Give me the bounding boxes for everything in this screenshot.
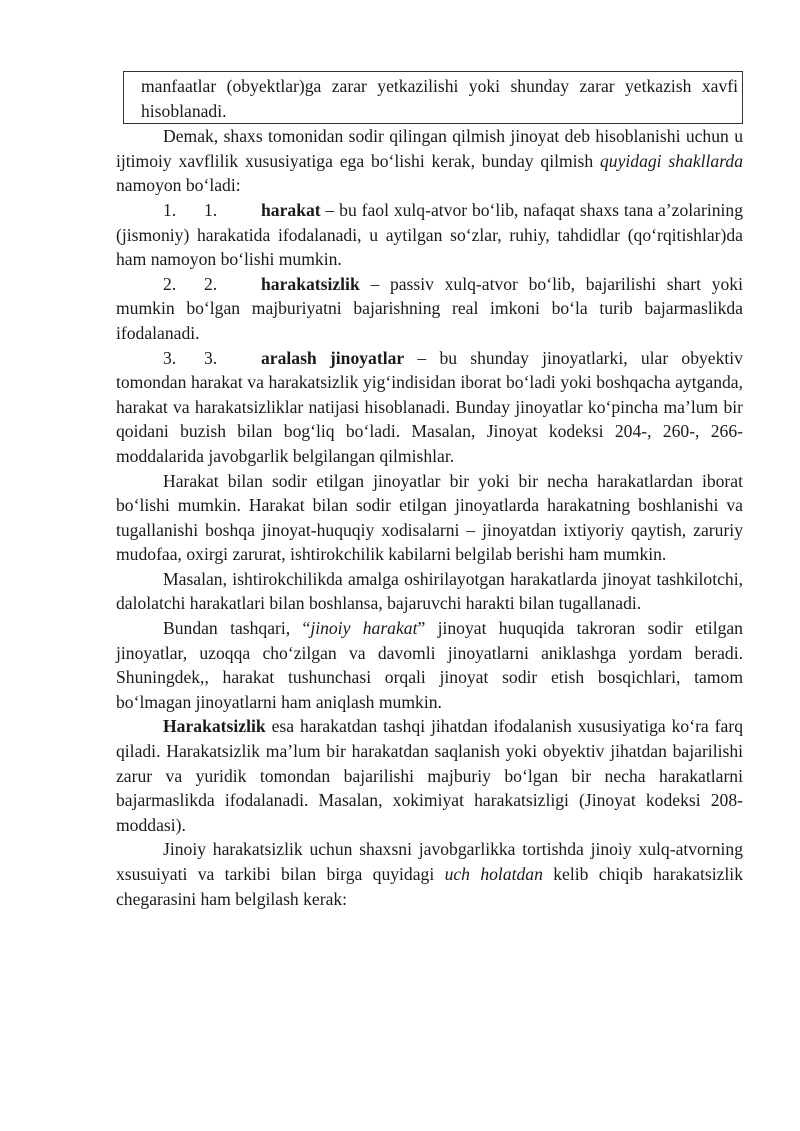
list-term: harakatsizlik — [261, 273, 360, 294]
list-item-1 — [116, 198, 743, 272]
text-run: Jinoiy harakatsizlik uchun shaxsni javobgarlikka tortishda jinoiy xulq-atvorning xsusuiyati va tarkibi bilan birga quyidagi — [116, 839, 743, 884]
list-number: 3. — [163, 347, 177, 368]
list-term: aralash jinoyatlar — [261, 347, 405, 368]
document-body — [116, 71, 743, 911]
text-run: esa harakatdan tashqi jihatdan ifodalanish xususiyatiga koʻra farq qiladi. Harakatsizlik ma’lum bir harakatdan saqlanish yoki obyektiv jihatdan bajarilishi zarur va yuridik tomondan bajarilishi majburiy boʻlgan bir necha harakatlarni bajarmaslikda ifodalanadi. Masalan, xokimiyat harakatsizligi (Jinoyat kodeksi 208-moddasi). — [116, 716, 743, 835]
bold-run: Harakatsizlik — [163, 716, 266, 737]
italic-run: uch holatdan — [444, 864, 543, 884]
list-number: 2. — [163, 273, 177, 294]
list-item-2 — [116, 272, 743, 346]
paragraph-inaction — [116, 714, 743, 837]
boxed-text-content: manfaatlar (obyektlar)ga zarar yetkazilishi yoki shunday zarar yetkazish xavfi hisoblanadi. — [141, 76, 738, 121]
list-text: – bu shunday jinoyatlarki, ular obyektiv tomondan harakat va harakatsizlik yigʻindisidan iborat boʻladi yoki boshqacha aytganda, harakat va harakatsizliklar natijasi hisoblanadi. Bunday jinoyatlar koʻpincha ma’lum bir qoidani buzish bilan bogʻliq boʻladi. Masalan, Jinoyat kodeksi 204-, 260-, 266-moddalarida javobgarlik belgilangan qilmishlar. — [116, 347, 743, 466]
text-run: kelib chiqib harakatsizlik chegarasini ham belgilash kerak: — [116, 864, 743, 909]
text-run: Bundan tashqari, “ — [163, 618, 311, 639]
text-run: Demak, shaxs tomonidan sodir qilingan qilmish jinoyat deb hisoblanishi uchun u ijtimoiy xavflilik xususiyatiga ega boʻlishi kerak, bunday qilmish — [116, 126, 743, 171]
text-run: ” jinoyat huquqida takroran sodir etilgan jinoyatlar, uzoqqa choʻzilgan va davomli jinoyatlarni aniklashga yordam beradi. Shuningdek,, harakat tushunchasi orqali jinoyat sodir etish bosqichlari, tamom boʻlmagan jinoyatlarni ham aniqlash mumkin. — [116, 618, 743, 712]
paragraph-criminal-inaction — [116, 837, 743, 911]
list-item-3 — [116, 346, 743, 469]
paragraph-criminal-action — [116, 616, 743, 714]
paragraph-action-crimes: Harakat bilan sodir etilgan jinoyatlar bir yoki bir necha harakatlardan iborat boʻlishi mumkin. Harakat bilan sodir etilgan jinoyatlarda harakatning boshlanishi va tugallanishi boshqa jinoyat-huquqiy xodisalarni – jinoyatdan ixtiyoriy qaytish, zaruriy mudofaa, oxirgi zarurat, ishtirokchilik kabilarni belgilab berishi ham mumkin. — [116, 470, 743, 565]
list-number: 3. — [204, 347, 218, 368]
text-run: namoyon boʻladi: — [116, 175, 241, 196]
italic-run: jinoiy harakat — [310, 618, 418, 639]
list-number: 1. — [204, 199, 218, 220]
paragraph-intro — [116, 124, 743, 198]
boxed-text — [123, 71, 743, 124]
list-number: 1. — [163, 199, 177, 220]
paragraph-example: Masalan, ishtirokchilikda amalga oshirilayotgan harakatlarda jinoyat tashkilotchi, dalolatchi harakatlari bilan boshlansa, bajaruvchi harakti bilan tugallanadi. — [116, 568, 743, 614]
italic-run: quyidagi shakllarda — [600, 150, 743, 171]
list-text: – passiv xulq-atvor boʻlib, bajarilishi shart yoki mumkin boʻlgan majburiyatni bajarishning real imkoni boʻla turib bajarmaslikda ifodalanadi. — [116, 273, 743, 343]
list-term: harakat — [261, 199, 321, 220]
list-text: – bu faol xulq-atvor boʻlib, nafaqat shaxs tana a’zolarining (jismoniy) harakatida ifodalanadi, u aytilgan soʻzlar, ruhiy, tahdidlar (qoʻrqitishlar)da ham namoyon boʻlishi mumkin. — [116, 199, 743, 270]
list-number: 2. — [204, 273, 218, 294]
